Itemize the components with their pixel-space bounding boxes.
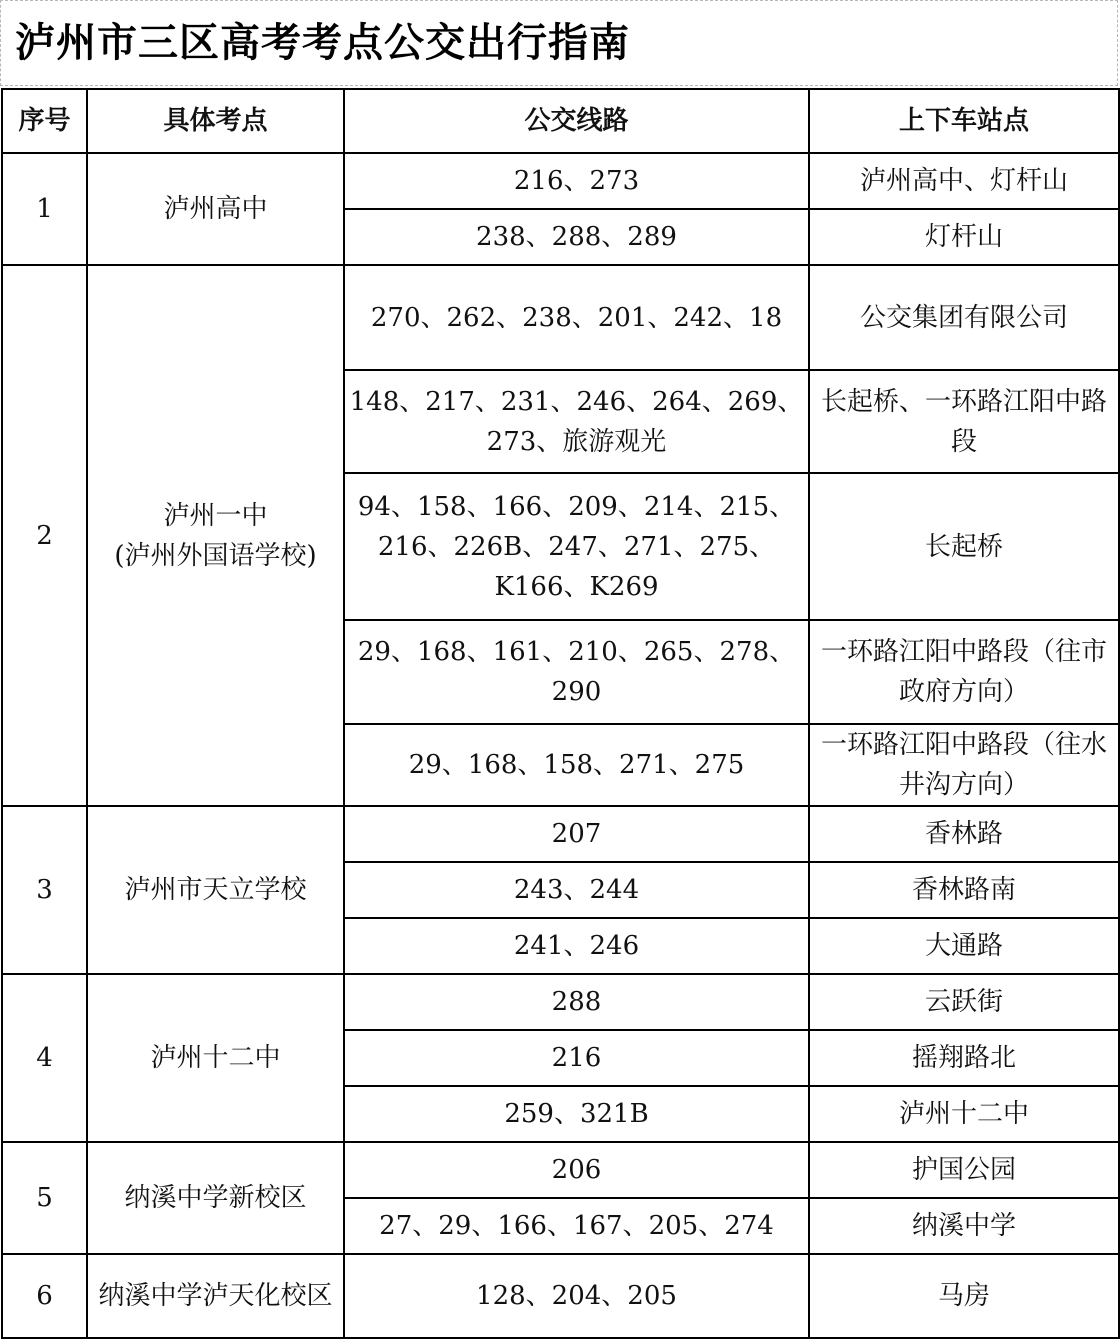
bus-stop: 泸州十二中 (809, 1086, 1119, 1142)
bus-routes: 243、244 (344, 862, 809, 918)
exam-site: 纳溪中学新校区 (87, 1142, 344, 1254)
bus-stop: 香林路南 (809, 862, 1119, 918)
bus-routes: 128、204、205 (344, 1254, 809, 1338)
bus-routes: 288 (344, 974, 809, 1030)
table-row (2, 1142, 1119, 1198)
bus-routes: 207 (344, 806, 809, 862)
bus-stop: 护国公园 (809, 1142, 1119, 1198)
bus-stop: 香林路 (809, 806, 1119, 862)
title-box (0, 0, 1118, 86)
header-row (2, 89, 1119, 153)
table-row (2, 1254, 1119, 1338)
bus-routes: 27、29、166、167、205、274 (344, 1198, 809, 1254)
bus-stop: 灯杆山 (809, 209, 1119, 265)
exam-site: 泸州市天立学校 (87, 806, 344, 974)
group-number: 5 (2, 1142, 87, 1254)
bus-routes: 94、158、166、209、214、215、216、226B、247、271、275、K166、K269 (344, 473, 809, 620)
bus-stop: 一环路江阳中路段（往水井沟方向） (809, 724, 1119, 806)
bus-routes: 29、168、161、210、265、278、290 (344, 620, 809, 724)
header-exam-site: 具体考点 (87, 89, 344, 153)
bus-routes: 216 (344, 1030, 809, 1086)
exam-site: 泸州高中 (87, 153, 344, 265)
bus-stop: 纳溪中学 (809, 1198, 1119, 1254)
bus-guide-table (1, 88, 1120, 1339)
header-number: 序号 (2, 89, 87, 153)
bus-stop: 大通路 (809, 918, 1119, 974)
bus-stop: 一环路江阳中路段（往市政府方向） (809, 620, 1119, 724)
bus-routes: 270、262、238、201、242、18 (344, 265, 809, 370)
table-row (2, 265, 1119, 370)
bus-routes: 238、288、289 (344, 209, 809, 265)
header-bus-routes: 公交线路 (344, 89, 809, 153)
table-row (2, 153, 1119, 209)
exam-site: 泸州一中 (泸州外国语学校) (87, 265, 344, 806)
bus-routes: 216、273 (344, 153, 809, 209)
group-number: 6 (2, 1254, 87, 1338)
bus-stop: 马房 (809, 1254, 1119, 1338)
table-row (2, 806, 1119, 862)
bus-stop: 摇翔路北 (809, 1030, 1119, 1086)
exam-site: 泸州十二中 (87, 974, 344, 1142)
group-number: 1 (2, 153, 87, 265)
bus-routes: 206 (344, 1142, 809, 1198)
group-number: 3 (2, 806, 87, 974)
header-stops: 上下车站点 (809, 89, 1119, 153)
bus-routes: 259、321B (344, 1086, 809, 1142)
bus-stop: 公交集团有限公司 (809, 265, 1119, 370)
bus-routes: 29、168、158、271、275 (344, 724, 809, 806)
bus-stop: 泸州高中、灯杆山 (809, 153, 1119, 209)
group-number: 4 (2, 974, 87, 1142)
group-number: 2 (2, 265, 87, 806)
exam-site: 纳溪中学泸天化校区 (87, 1254, 344, 1338)
bus-routes: 241、246 (344, 918, 809, 974)
page-title: 泸州市三区高考考点公交出行指南 (15, 20, 630, 66)
table-row (2, 974, 1119, 1030)
bus-stop: 长起桥 (809, 473, 1119, 620)
bus-stop: 云跃街 (809, 974, 1119, 1030)
bus-routes: 148、217、231、246、264、269、273、旅游观光 (344, 370, 809, 473)
bus-stop: 长起桥、一环路江阳中路段 (809, 370, 1119, 473)
